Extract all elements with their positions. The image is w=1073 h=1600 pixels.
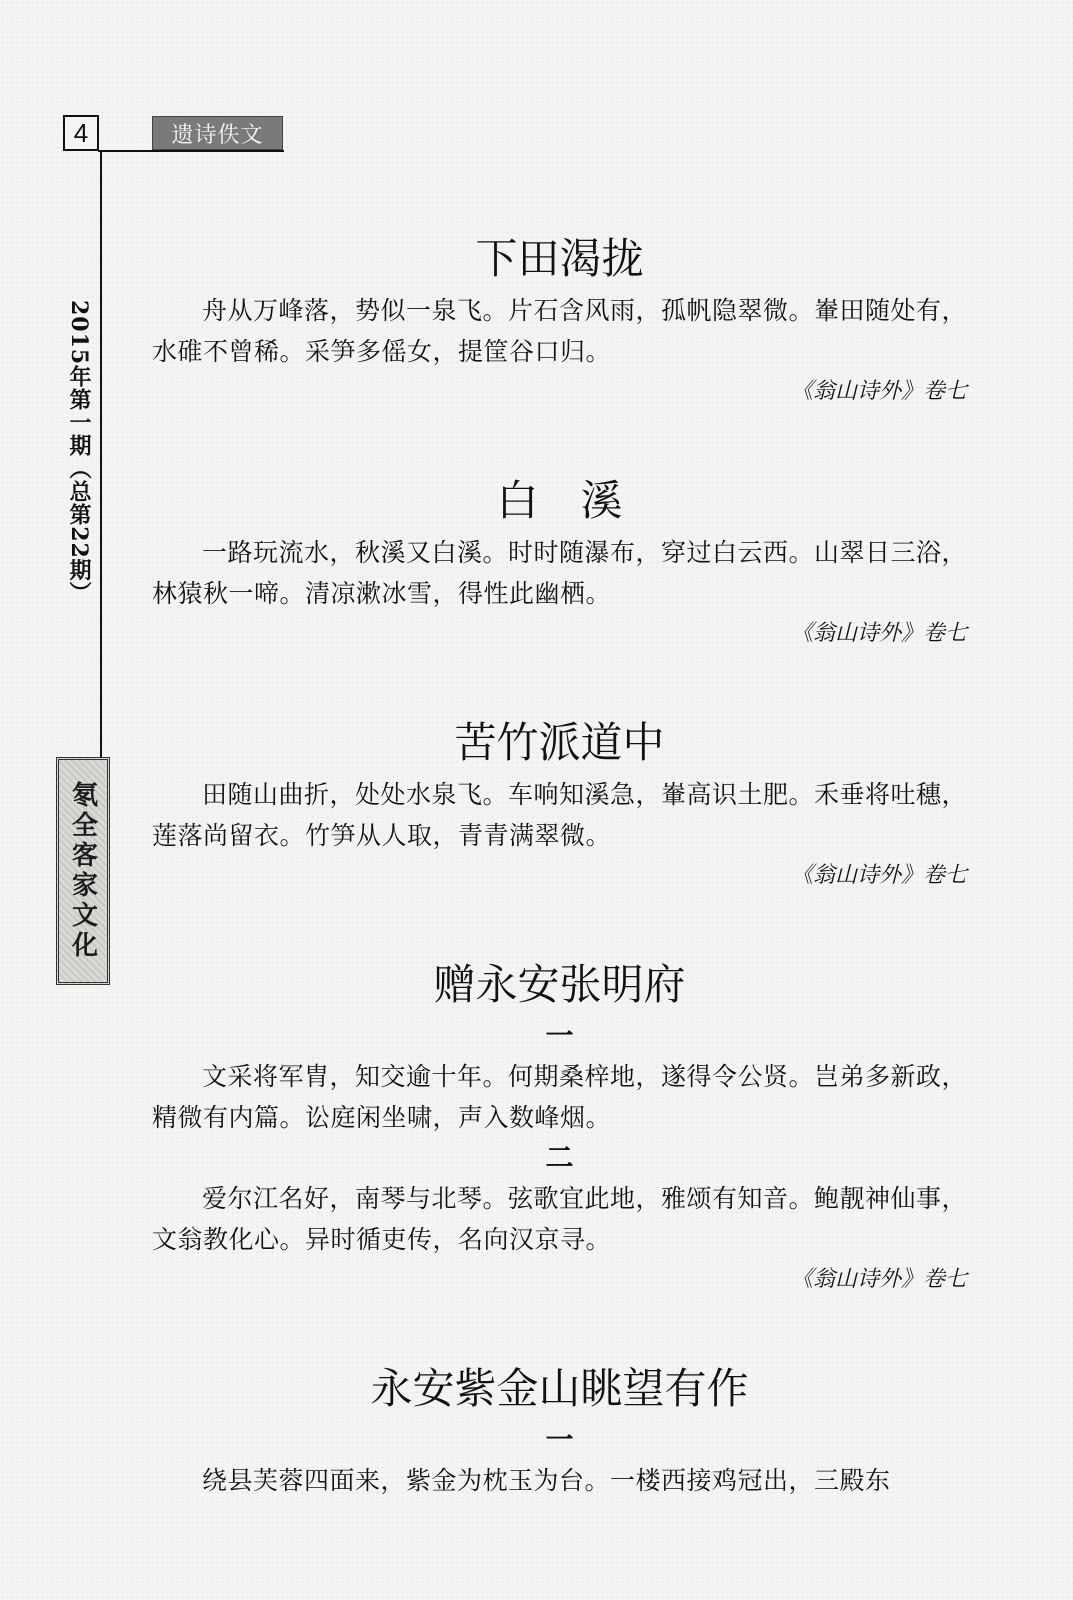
poem-verse: 文采将军胄，知交逾十年。何期桑梓地，遂得令公贤。岂弟多新政，精微有内篇。讼庭闲坐啸，声入数峰烟。 (152, 1062, 968, 1132)
poem-verse: 爱尔江名好，南琴与北琴。弦歌宜此地，雅颂有知音。鲍靓神仙事，文翁教化心。异时循吏传，名向汉京寻。 (152, 1184, 968, 1254)
poem-verse: 一路玩流水，秋溪又白溪。时时随瀑布，穿过白云西。山翠日三浴，林猿秋一啼。清凉漱冰雪，得性此幽栖。 (152, 538, 968, 608)
poem-title: 白 溪 (496, 476, 623, 525)
issue-label: 2015年第一期（总第22期） (66, 300, 92, 605)
poem-title: 赠永安张明府 (433, 960, 686, 1009)
section-tag: 遗诗佚文 (152, 116, 283, 150)
part-label: 一 (545, 1019, 574, 1052)
part-label: 二 (545, 1141, 574, 1174)
journal-logo (56, 757, 110, 985)
poem-source: 《翁山诗外》卷七 (790, 379, 967, 404)
page-number: 4 (63, 115, 99, 151)
poem-source: 《翁山诗外》卷七 (790, 1267, 967, 1292)
poem-title: 下田渴拢 (475, 234, 644, 283)
poem (152, 1358, 967, 1501)
poem (152, 470, 967, 654)
poem (152, 954, 967, 1300)
poem-title: 苦竹派道中 (454, 718, 665, 767)
poem (152, 712, 967, 896)
part-label: 一 (545, 1423, 574, 1456)
poem-title: 永安紫金山眺望有作 (370, 1364, 749, 1413)
poem-verse: 舟从万峰落，势似一泉飞。片石含风雨，孤帆隐翠微。輋田随处有，水碓不曾稀。采笋多傜女，提筐谷口归。 (152, 296, 968, 366)
poem-verse: 绕县芙蓉四面来，紫金为枕玉为台。一楼西接鸡冠出，三殿东 (202, 1466, 891, 1495)
poem-source: 《翁山诗外》卷七 (790, 621, 967, 646)
journal-logo-text: 氡全客家文化 (67, 781, 98, 961)
page-content (152, 228, 967, 1501)
poem (152, 228, 967, 412)
poem-verse: 田随山曲折，处处水泉飞。车响知溪急，輋高识土肥。禾垂将吐穗，莲落尚留衣。竹笋从人取，青青满翠微。 (152, 780, 968, 850)
margin-rule (100, 150, 102, 765)
poem-source: 《翁山诗外》卷七 (790, 863, 967, 888)
header-rule (98, 150, 284, 152)
